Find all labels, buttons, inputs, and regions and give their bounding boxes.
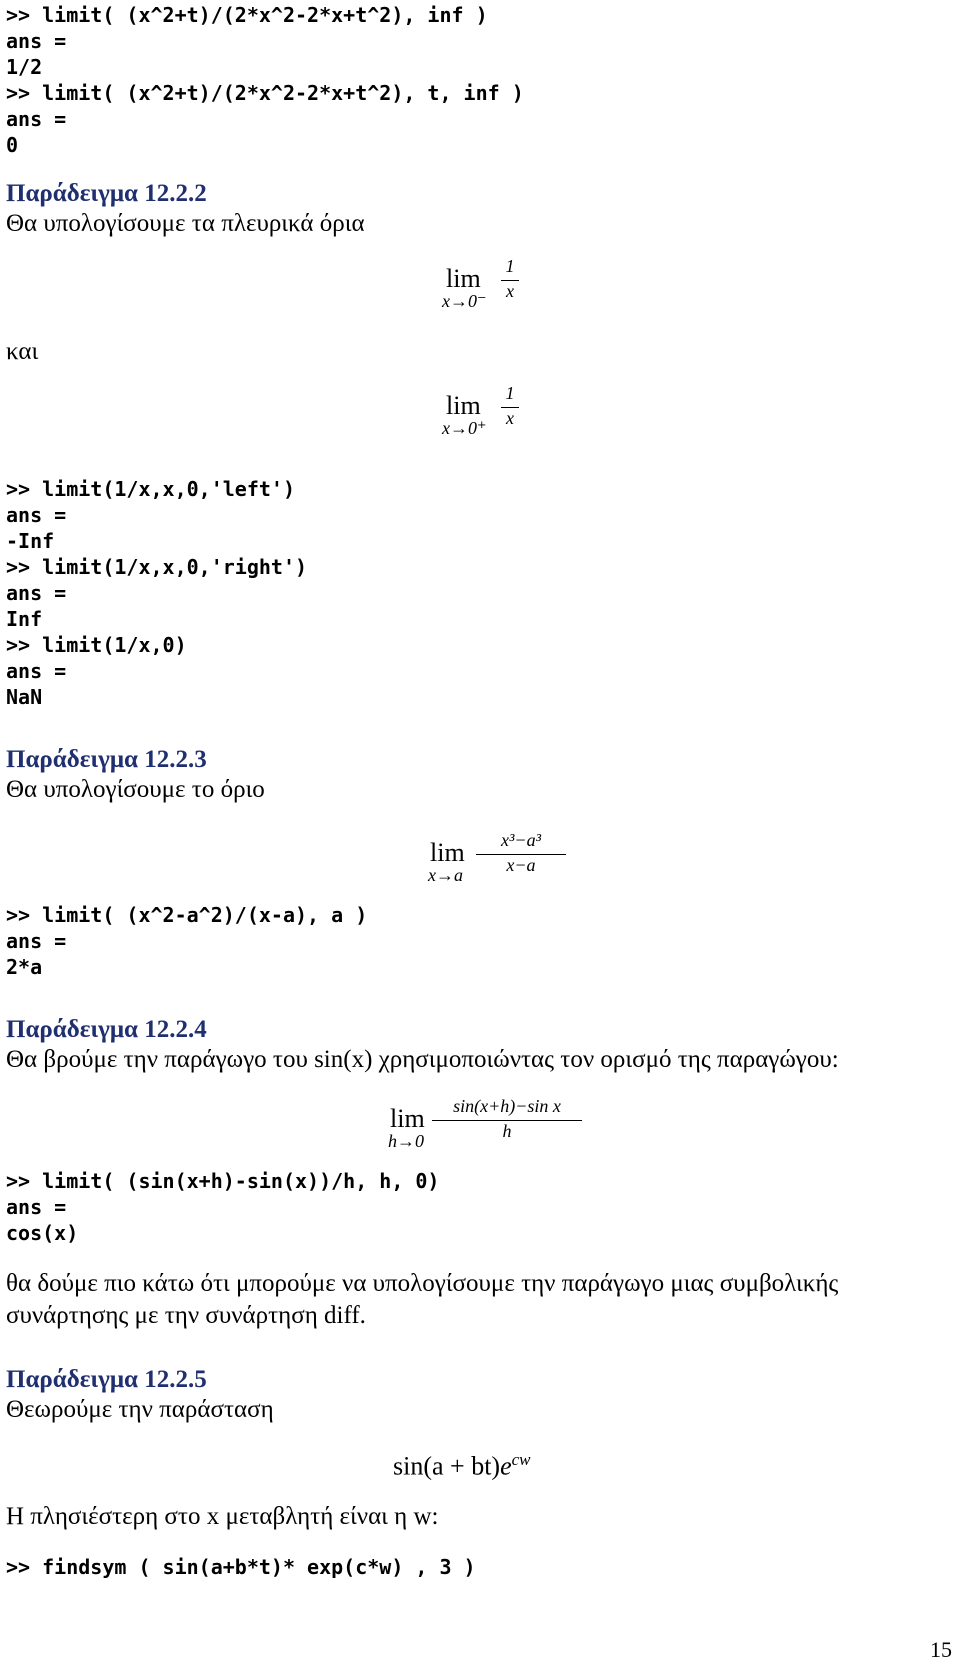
code-line: NaN	[6, 685, 43, 709]
page-number: 15	[930, 1637, 952, 1662]
exp-power: cw	[511, 1450, 531, 1469]
example-heading: Παράδειγμα 12.2.4	[6, 1016, 207, 1043]
example-intro: Θα βρούμε την παράγωγο του sin(x) χρησιμοποιώντας τον ορισμό της παραγώγου:	[6, 1046, 839, 1073]
example-intro: Θα υπολογίσουμε το όριο	[6, 776, 265, 803]
fraction-numerator: 1	[505, 383, 515, 403]
code-line: ans =	[6, 929, 67, 953]
example-intro: Θα υπολογίσουμε τα πλευρικά όρια	[6, 210, 365, 237]
example-intro: Θεωρούμε την παράσταση	[6, 1396, 274, 1423]
fraction-denominator: x	[506, 281, 514, 301]
code-block-side-limits	[6, 476, 307, 710]
statement-text: Η πλησιέστερη στο x μεταβλητή είναι η w:	[6, 1503, 439, 1530]
example-heading: Παράδειγμα 12.2.5	[6, 1366, 207, 1393]
code-block-findsym	[6, 1554, 476, 1580]
code-line: ans =	[6, 659, 67, 683]
expression-sin-exp	[393, 1450, 531, 1482]
code-line: cos(x)	[6, 1221, 79, 1245]
lim-symbol: lim	[430, 838, 465, 867]
code-line: ans =	[6, 29, 67, 53]
code-line: 0	[6, 133, 19, 157]
lim-subscript: x→a	[428, 865, 463, 885]
lim-symbol: lim	[446, 264, 481, 293]
code-line: >> limit( (x^2+t)/(2*x^2-2*x+t^2), t, inf )	[6, 81, 524, 105]
expression-sin-part: sin(a + bt)	[393, 1451, 501, 1481]
code-line: Inf	[6, 607, 43, 631]
code-line: ans =	[6, 503, 67, 527]
code-line: ans =	[6, 581, 67, 605]
code-block-limits-inf	[6, 2, 524, 158]
example-heading: Παράδειγμα 12.2.2	[6, 180, 207, 207]
fraction-denominator: h	[502, 1121, 512, 1141]
lim-subscript: x→0⁻	[442, 291, 487, 311]
example-heading: Παράδειγμα 12.2.3	[6, 746, 207, 773]
code-line: >> limit( (sin(x+h)-sin(x))/h, h, 0)	[6, 1169, 440, 1193]
code-line: >> limit( (x^2+t)/(2*x^2-2*x+t^2), inf )	[6, 3, 488, 27]
lim-subscript: h→0	[388, 1131, 424, 1151]
note-line: συνάρτησης με την συνάρτηση diff.	[6, 1302, 366, 1329]
code-line: 2*a	[6, 955, 43, 979]
connector-text: και	[6, 338, 39, 365]
fraction-numerator: 1	[505, 256, 515, 276]
code-line: >> limit(1/x,x,0,'left')	[6, 477, 295, 501]
code-line: >> limit(1/x,x,0,'right')	[6, 555, 308, 579]
lim-subscript: x→0⁺	[442, 418, 487, 438]
fraction-numerator: sin(x+h)−sin x	[453, 1096, 561, 1116]
code-line: >> findsym ( sin(a+b*t)* exp(c*w) , 3 )	[6, 1555, 476, 1579]
lim-symbol: lim	[446, 391, 481, 420]
code-line: 1/2	[6, 55, 43, 79]
exp-base: e	[500, 1451, 512, 1481]
code-block-derivative	[6, 1168, 439, 1246]
note-line: θα δούμε πιο κάτω ότι μπορούμε να υπολογίσουμε την παράγωγο μιας συμβολικής	[6, 1270, 839, 1297]
code-line: -Inf	[6, 529, 55, 553]
code-line: ans =	[6, 1195, 67, 1219]
code-line: >> limit( (x^2-a^2)/(x-a), a )	[6, 903, 368, 927]
fraction-denominator: x−a	[506, 855, 536, 875]
code-line: >> limit(1/x,0)	[6, 633, 187, 657]
lim-symbol: lim	[390, 1104, 425, 1133]
code-line: ans =	[6, 107, 67, 131]
fraction-numerator: x³−a³	[501, 830, 541, 850]
fraction-denominator: x	[506, 408, 514, 428]
code-block-limit-a	[6, 902, 367, 980]
